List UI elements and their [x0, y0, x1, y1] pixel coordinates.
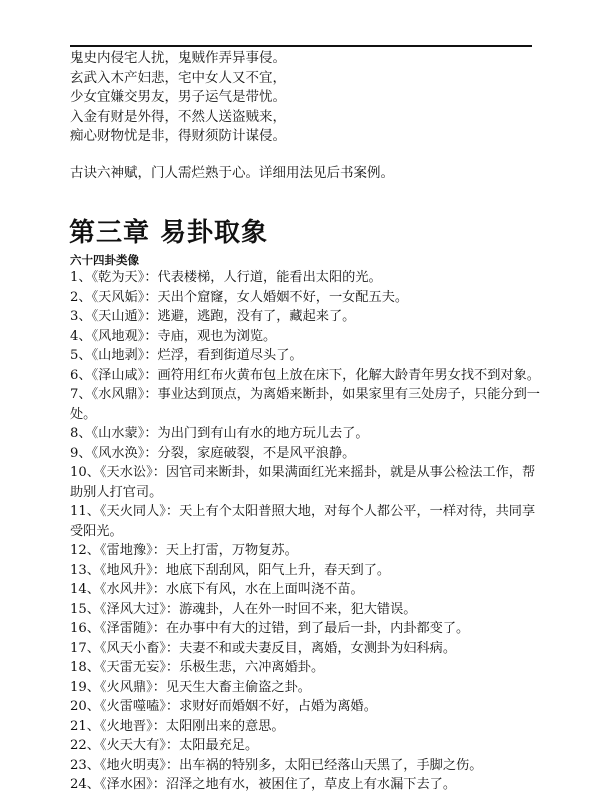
list-item-text: 《风水涣》：分裂，家庭破裂，不是风平浪静。: [91, 445, 356, 461]
list-item-number: 22、: [70, 738, 100, 753]
list-item: [70, 463, 540, 502]
list-item-text: 《水风井》：水底下有风，水在上面叫浇不苗。: [99, 582, 364, 597]
list-item-number: 24、: [70, 777, 100, 792]
list-item-number: 20、: [70, 699, 100, 714]
list-item-text: 《山水蒙》：为出门到有山有水的地方玩儿去了。: [91, 426, 369, 441]
list-item-text: 《火天大有》：太阳最充足。: [99, 738, 259, 753]
list-item-number: 13、: [70, 562, 100, 578]
list-item-number: 21、: [70, 718, 100, 734]
list-item: [70, 580, 540, 600]
list-item-text: 《天雷无妄》：乐极生悲，六冲离婚卦。: [99, 660, 325, 675]
list-item-text: 《雷地豫》：天上打雷，万物复苏。: [99, 543, 298, 558]
list-item-number: 19、: [70, 679, 100, 695]
list-item-number: 2、: [70, 289, 92, 305]
list-item-text: 《风天小畜》：夫妻不和或夫妻反目，离婚，女测卦为妇科病。: [99, 640, 457, 656]
list-item-number: 16、: [70, 621, 100, 636]
list-item: [70, 327, 540, 347]
list-item: [70, 658, 540, 678]
list-item: [70, 268, 540, 288]
list-item-number: 6、: [70, 367, 92, 383]
list-item-text: 《天水讼》：因官司来断卦，如果满面红光来摇卦，就是从事公检法工作，帮助别人打官司。: [70, 465, 536, 500]
list-item-number: 5、: [70, 348, 92, 363]
summary-paragraph: 古诀六神赋，门人需烂熟于心。详细用法见后书案例。: [70, 165, 394, 181]
hexagram-list: [70, 268, 540, 795]
list-item: [70, 619, 540, 639]
list-item-number: 11、: [70, 504, 100, 519]
section-title: 六十四卦类像: [70, 253, 139, 267]
list-item-text: 《泽山咸》：画符用红布火黄布包上放在床下，化解大龄青年男女找不到对象。: [91, 367, 540, 383]
list-item-number: 7、: [70, 387, 92, 402]
list-item-number: 14、: [70, 582, 100, 597]
list-item-text: 《泽水困》：沼泽之地有水，被困住了，草皮上有水漏下去了。: [99, 777, 457, 792]
list-item-text: 《火风鼎》：见天生大畜主偷盗之卦。: [99, 679, 311, 695]
list-item: [70, 541, 540, 561]
list-item-text: 《火雷噬嗑》：求财好而婚姻不好，占婚为离婚。: [99, 699, 377, 714]
poem-block: [70, 49, 550, 147]
list-item-text: 《山地剥》：烂浮，看到街道尽头了。: [91, 348, 303, 363]
list-item-number: 8、: [70, 426, 92, 441]
list-item: [70, 385, 540, 424]
list-item: [70, 561, 540, 581]
list-item-text: 《地火明夷》：出车祸的特别多，太阳已经落山天黑了，手脚之伤。: [99, 757, 483, 773]
list-item: [70, 736, 540, 756]
list-item-number: 17、: [70, 640, 100, 656]
list-item-text: 《天风姤》：天出个窟窿，女人婚姻不好，一女配五夫。: [91, 289, 409, 305]
list-item-number: 18、: [70, 660, 100, 675]
list-item-text: 《泽雷随》：在办事中有大的过错，到了最后一卦，内卦都变了。: [99, 621, 470, 636]
list-item-number: 3、: [70, 309, 92, 324]
list-item-text: 《火地晋》：太阳刚出来的意思。: [99, 718, 285, 734]
list-item: [70, 697, 540, 717]
chapter-title: 第三章 易卦取象: [69, 218, 269, 248]
poem-line: 玄武入木产妇悲，宅中女人又不宜，: [70, 69, 286, 86]
list-item-text: 《地风升》：地底下刮刮风，阳气上升，春天到了。: [99, 562, 391, 578]
list-item: [70, 639, 540, 659]
header-rule: [70, 45, 532, 47]
list-item-number: 4、: [70, 328, 92, 344]
poem-line: 入金有财是外得，不然人送盗贼来，: [70, 108, 286, 125]
list-item-text: 《泽风大过》：游魂卦，人在外一时回不来，犯大错误。: [99, 601, 417, 617]
list-item-number: 1、: [70, 270, 92, 285]
list-item: [70, 775, 540, 795]
list-item-number: 23、: [70, 757, 100, 773]
list-item-text: 《水风鼎》：事业达到顶点，为离婚来断卦，如果家里有三处房子，只能分到一处。: [70, 387, 540, 422]
list-item: [70, 444, 540, 464]
list-item: [70, 678, 540, 698]
list-item: [70, 424, 540, 444]
poem-line: 少女宜嫌交男友，男子运气是带忧。: [70, 89, 286, 105]
list-item: [70, 502, 540, 541]
list-item: [70, 756, 540, 776]
list-item-number: 15、: [70, 601, 100, 617]
list-item-number: 12、: [70, 543, 100, 558]
list-item-text: 《风地观》：寺庙，观也为浏览。: [91, 328, 277, 344]
list-item-number: 9、: [70, 445, 92, 461]
list-item: [70, 288, 540, 308]
list-item: [70, 717, 540, 737]
list-item: [70, 366, 540, 386]
list-item-text: 《天山遁》：逃避，逃跑，没有了，藏起来了。: [91, 309, 356, 324]
list-item-text: 《天火同人》：天上有个太阳普照大地，对每个人都公平，一样对待，共同享受阳光。: [70, 504, 536, 539]
list-item-text: 《乾为天》：代表楼梯，人行道，能看出太阳的光。: [91, 270, 382, 285]
list-item: [70, 600, 540, 620]
poem-line: 痴心财物忧是非，得财须防计谋侵。: [70, 128, 286, 144]
list-item: [70, 307, 540, 327]
poem-line: 鬼史内侵宅人扰，鬼贼作弄异事侵。: [70, 50, 286, 66]
list-item-number: 10、: [70, 465, 100, 480]
list-item: [70, 346, 540, 366]
